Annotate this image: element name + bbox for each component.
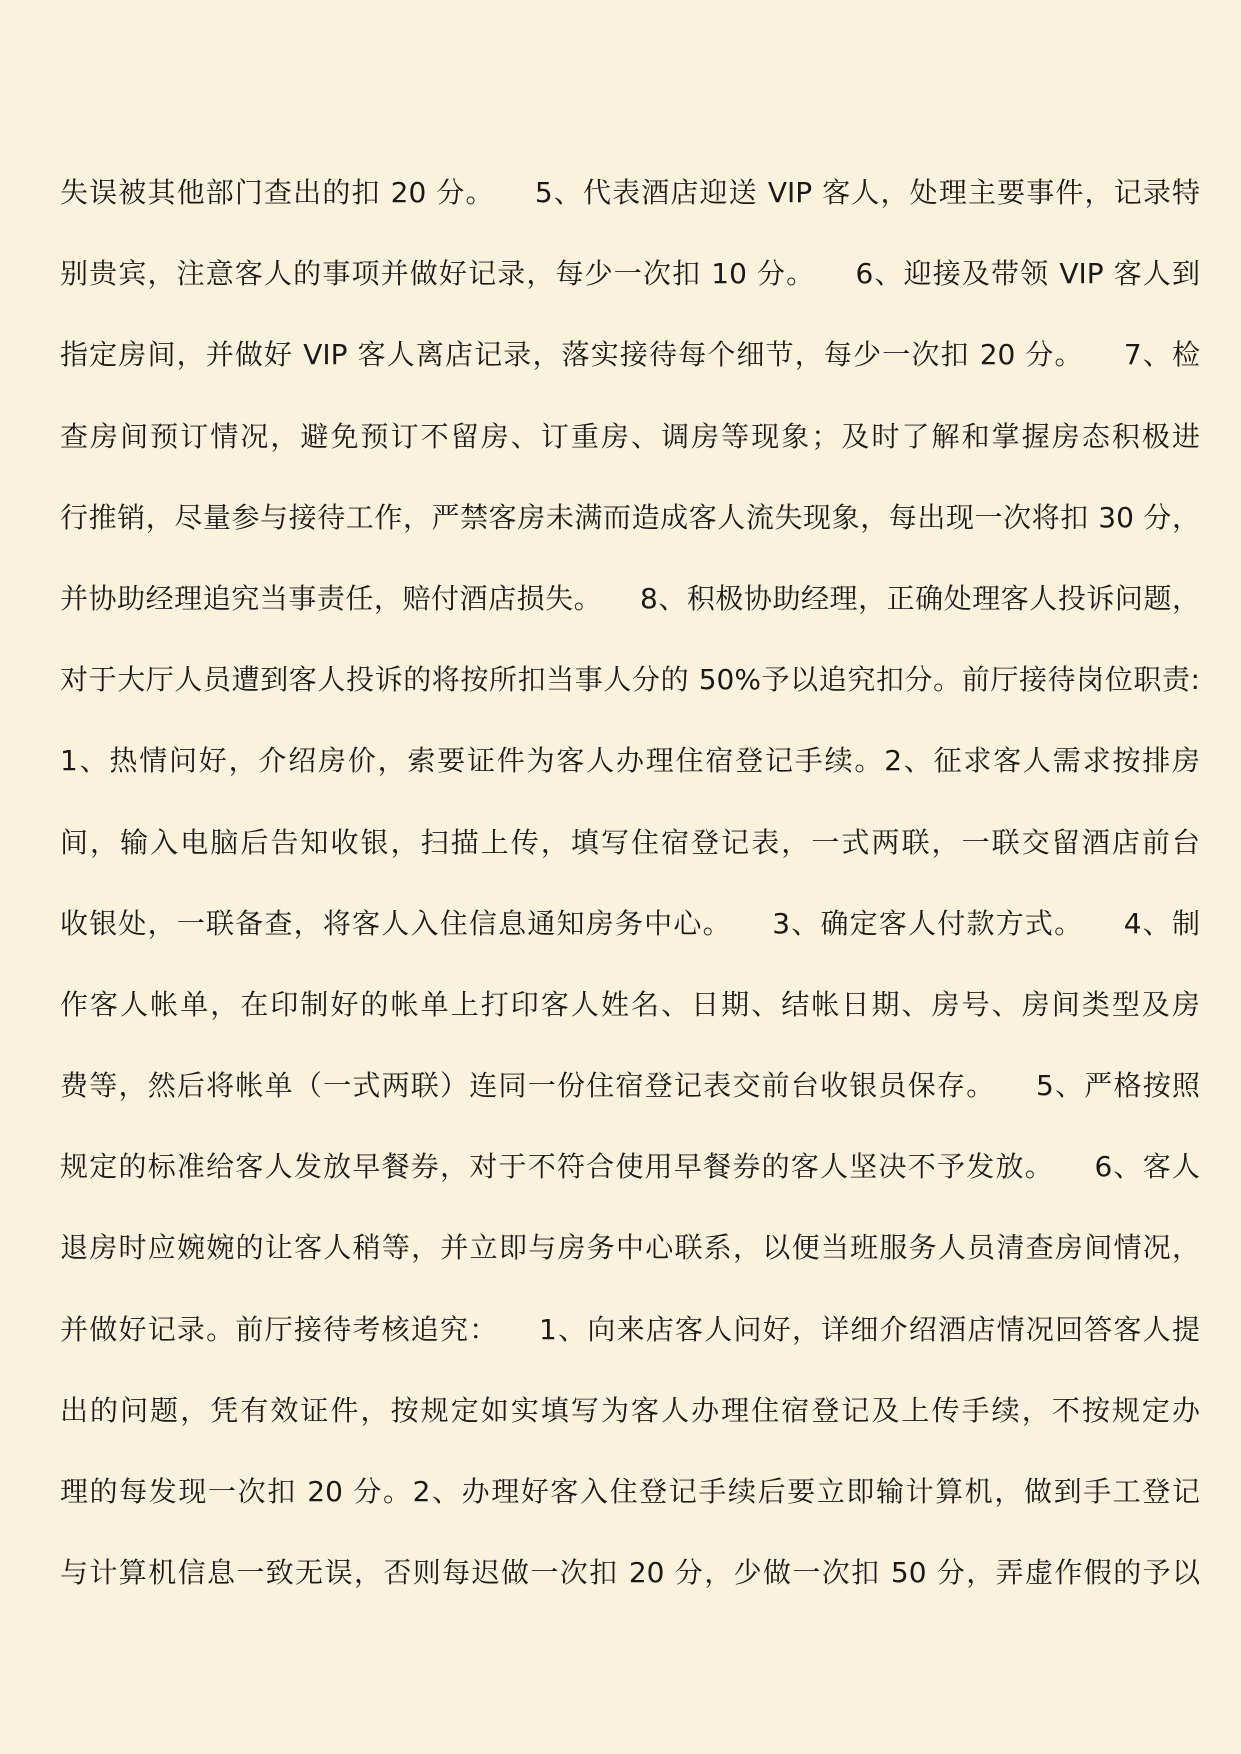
text-line: 并做好记录。前厅接待考核追究： 1、向来店客人问好，详细介绍酒店情况回答客人提: [60, 1312, 1200, 1346]
document-body: [60, 152, 1200, 1613]
text-line: 收银处，一联备查，将客人入住信息通知房务中心。 3、确定客人付款方式。 4、制: [60, 906, 1200, 940]
text-line: 间，输入电脑后告知收银，扫描上传，填写住宿登记表，一式两联，一联交留酒店前台: [60, 825, 1200, 859]
text-line: 规定的标准给客人发放早餐券，对于不符合使用早餐券的客人坚决不予发放。 6、客人: [60, 1150, 1200, 1184]
text-line: 查房间预订情况，避免预订不留房、订重房、调房等现象；及时了解和掌握房态积极进: [60, 419, 1200, 453]
text-line: 作客人帐单，在印制好的帐单上打印客人姓名、日期、结帐日期、房号、房间类型及房: [60, 987, 1200, 1021]
text-line: 与计算机信息一致无误，否则每迟做一次扣 20 分，少做一次扣 50 分，弄虚作假的予以: [60, 1556, 1200, 1590]
text-line: 指定房间，并做好 VIP 客人离店记录，落实接待每个细节，每少一次扣 20 分。 7、检: [60, 338, 1200, 372]
text-line: 理的每发现一次扣 20 分。2、办理好客入住登记手续后要立即输计算机，做到手工登记: [60, 1475, 1200, 1508]
text-line: 行推销，尽量参与接待工作，严禁客房未满而造成客人流失现象，每出现一次将扣 30 分，: [60, 500, 1200, 534]
text-line: 并协助经理追究当事责任，赔付酒店损失。 8、积极协助经理，正确处理客人投诉问题，: [60, 581, 1200, 615]
text-line: 别贵宾，注意客人的事项并做好记录，每少一次扣 10 分。 6、迎接及带领 VIP 客人到: [60, 257, 1200, 291]
text-line: 对于大厅人员遭到客人投诉的将按所扣当事人分的 50%予以追究扣分。前厅接待岗位职责:: [60, 663, 1200, 697]
text-line: 失误被其他部门查出的扣 20 分。 5、代表酒店迎送 VIP 客人，处理主要事件，记录特: [60, 176, 1200, 209]
text-line: 1、热情问好，介绍房价，索要证件为客人办理住宿登记手续。2、征求客人需求按排房: [60, 744, 1200, 778]
text-line: 出的问题，凭有效证件，按规定如实填写为客人办理住宿登记及上传手续，不按规定办: [60, 1393, 1200, 1427]
text-line: 费等，然后将帐单（一式两联）连同一份住宿登记表交前台收银员保存。 5、严格按照: [60, 1069, 1200, 1103]
text-line: 退房时应婉婉的让客人稍等，并立即与房务中心联系，以便当班服务人员清查房间情况，: [60, 1231, 1200, 1265]
